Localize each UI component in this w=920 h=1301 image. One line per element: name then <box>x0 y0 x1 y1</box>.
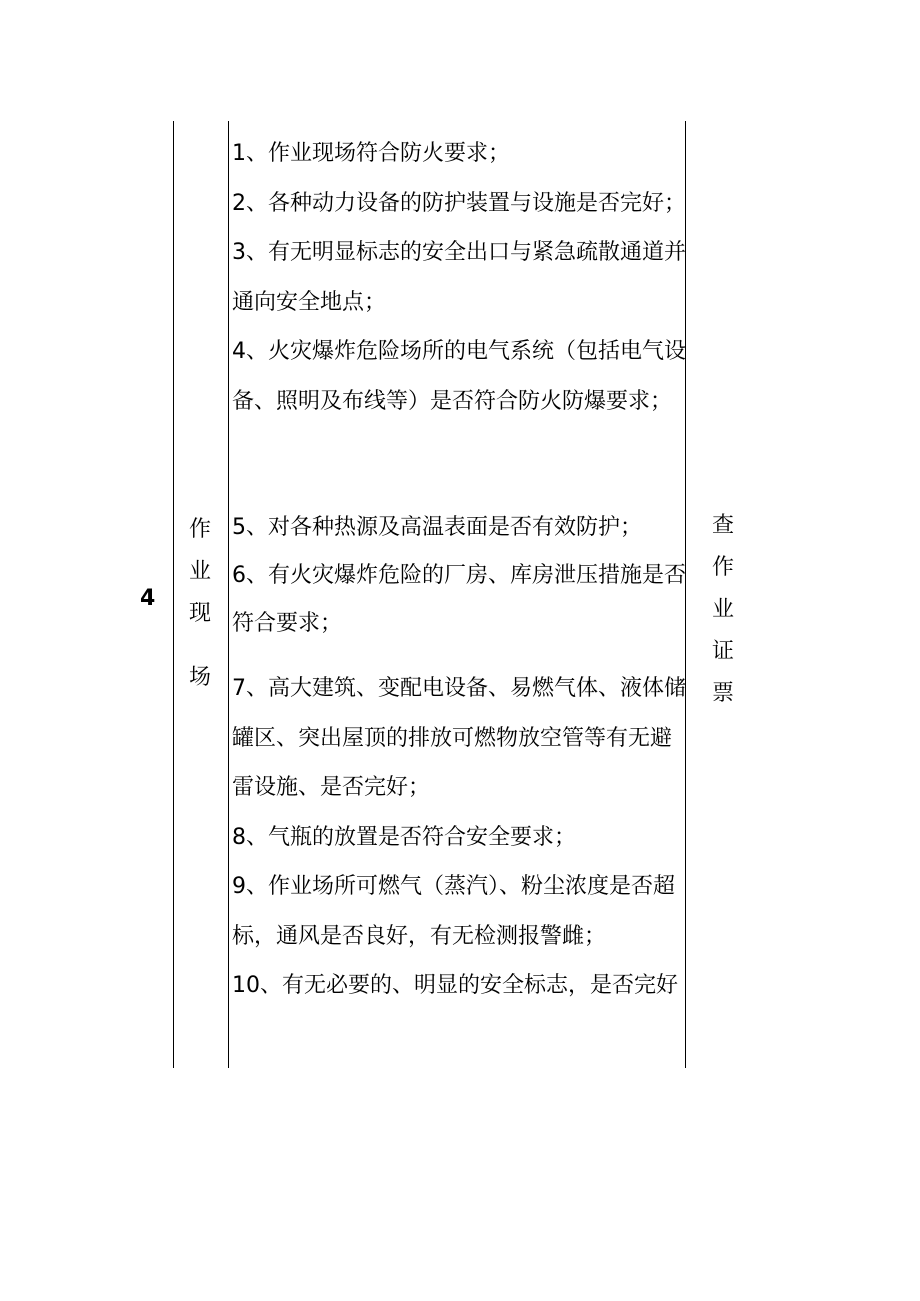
method-char: 查 <box>711 513 734 538</box>
method-char: 证 <box>711 639 734 664</box>
check-item: 4、火灾爆炸危险场所的电气系统（包括电气设备、照明及布线等）是否符合防火防爆要求； <box>232 339 686 414</box>
column-divider <box>173 121 174 1068</box>
category-cell <box>186 509 214 699</box>
check-item: 6、有火灾爆炸危险的厂房、库房泄压措施是否符合要求； <box>232 563 686 636</box>
category-char: 作 <box>188 517 211 542</box>
row-number: 4 <box>140 586 156 611</box>
check-items-block <box>232 664 687 1068</box>
check-item: 9、作业场所可燃气（蒸汽）、粉尘浓度是否超标，通风是否良好，有无检测报警雌； <box>232 874 675 949</box>
method-char: 业 <box>711 597 734 622</box>
check-items-block <box>232 504 687 636</box>
check-item: 8、气瓶的放置是否符合安全要求； <box>232 824 576 850</box>
check-item: 1、作业现场符合防火要求； <box>232 141 510 166</box>
check-item: 3、有无明显标志的安全出口与紧急疏散通道并通向安全地点； <box>232 240 686 315</box>
category-char: 业 <box>188 559 211 584</box>
method-char: 作 <box>711 555 734 580</box>
check-items-block <box>232 129 687 501</box>
check-item: 7、高大建筑、变配电设备、易燃气体、液体储罐区、突出屋顶的排放可燃物放空管等有无避雷设施、是否完好； <box>232 676 686 800</box>
check-item: 10、有无必要的、明显的安全标志，是否完好 <box>232 973 678 998</box>
category-char: 场 <box>188 665 211 690</box>
check-item: 5、对各种热源及高温表面是否有效防护； <box>232 515 642 540</box>
method-char: 票 <box>711 681 734 706</box>
check-item: 2、各种动力设备的防护装置与设施是否完好； <box>232 190 686 216</box>
method-cell <box>698 505 748 706</box>
category-char: 现 <box>188 601 211 626</box>
column-divider <box>228 121 229 1068</box>
inspection-table <box>0 121 920 1068</box>
